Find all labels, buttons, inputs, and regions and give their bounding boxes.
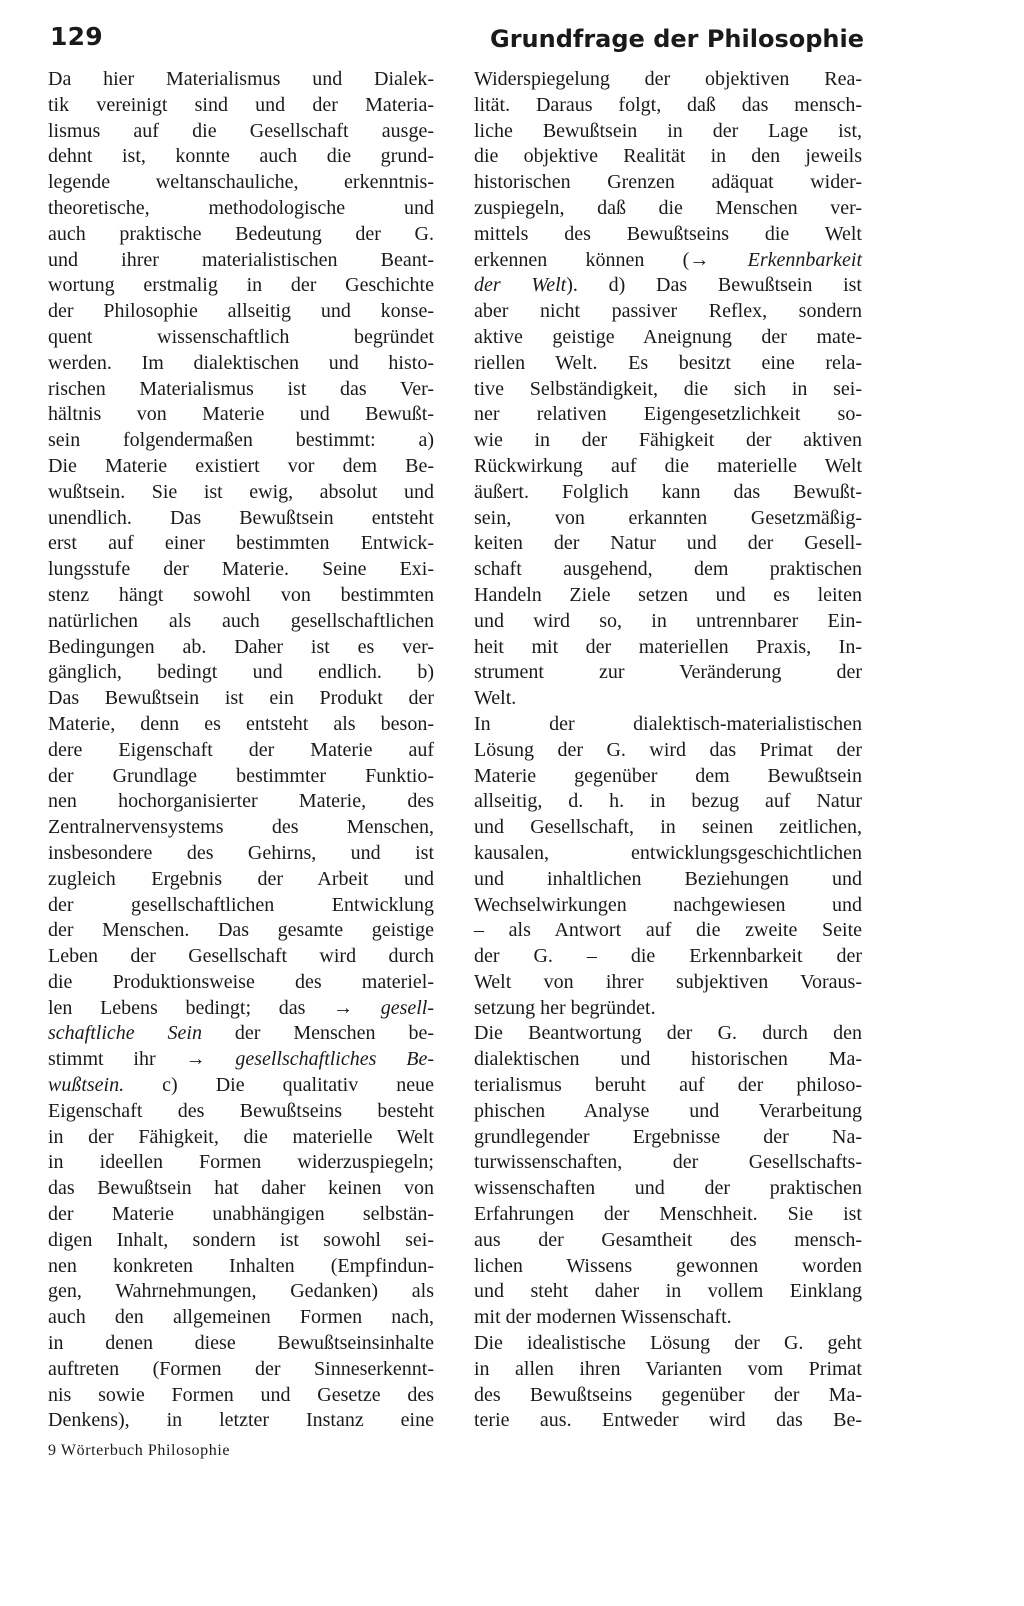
line-text: Da hier Materialismus und Dialek- — [48, 68, 434, 90]
line-text: der Philosophie allseitig und konse- — [48, 300, 434, 323]
line-text: kausalen, entwicklungsgeschichtlichen — [474, 841, 862, 864]
text-line — [474, 738, 862, 764]
cross-reference: wußtsein. — [48, 1074, 125, 1097]
text-line — [474, 1254, 862, 1280]
text-line — [474, 299, 862, 325]
text-line — [48, 609, 434, 635]
line-text: terie aus. Entweder wird das Be- — [474, 1409, 862, 1432]
line-text: Zentralnervensystems des Menschen, — [48, 816, 434, 839]
line-text: stenz hängt sowohl von bestimmten — [48, 583, 434, 606]
line-text: aber nicht passiver Reflex, sondern — [474, 300, 862, 323]
line-text: schaft ausgehend, dem praktischen — [474, 558, 862, 581]
text-line — [474, 119, 862, 145]
text-line — [474, 351, 862, 377]
text-line — [474, 893, 862, 919]
line-text: wissenschaften und der praktischen — [474, 1177, 862, 1200]
text-line — [474, 1279, 862, 1305]
text-line — [48, 970, 434, 996]
text-line — [48, 402, 434, 428]
text-line — [48, 454, 434, 480]
text-line — [48, 893, 434, 919]
text-line — [48, 738, 434, 764]
text-line — [48, 1073, 434, 1099]
text-line — [474, 1176, 862, 1202]
line-text: tik vereinigt sind und der Materia- — [48, 93, 434, 116]
text-line — [474, 1408, 862, 1434]
text-line — [48, 1279, 434, 1305]
line-text: ner relativen Eigengesetzlichkeit so- — [474, 403, 862, 426]
text-line — [48, 325, 434, 351]
line-text: der G. – die Erkennbarkeit der — [474, 945, 862, 968]
line-text: werden. Im dialektischen und histo- — [48, 351, 434, 374]
text-line — [48, 1150, 434, 1176]
line-text: ). d) Das Bewußtsein ist — [566, 274, 862, 297]
text-line — [48, 1408, 434, 1434]
line-text: aktive geistige Aneignung der mate- — [474, 325, 862, 348]
text-line — [48, 351, 434, 377]
text-line — [474, 583, 862, 609]
line-text: quent wissenschaftlich begründet — [48, 325, 434, 348]
line-text: der Menschen. Das gesamte geistige — [48, 919, 434, 942]
line-text: sein, von erkannten Gesetzmäßig- — [474, 506, 862, 529]
text-line — [474, 531, 862, 557]
line-text: – als Antwort auf die zweite Seite — [474, 919, 862, 942]
line-text: auch den allgemeinen Formen nach, — [48, 1306, 434, 1329]
text-line — [48, 789, 434, 815]
line-text: historischen Grenzen adäquat wider- — [474, 171, 862, 194]
text-line — [474, 402, 862, 428]
text-line — [474, 506, 862, 532]
text-line — [474, 93, 862, 119]
line-text: Eigenschaft des Bewußtseins besteht — [48, 1099, 434, 1122]
cross-reference: Erkennbarkeit — [747, 248, 863, 271]
line-text: c) Die qualitativ neue — [124, 1074, 434, 1097]
arrow-right-icon: → — [185, 1048, 206, 1071]
text-line — [48, 1047, 434, 1073]
line-text: Handeln Ziele setzen und es leiten — [474, 583, 862, 606]
text-line — [48, 918, 434, 944]
text-line — [474, 1150, 862, 1176]
text-line — [474, 170, 862, 196]
text-line — [48, 583, 434, 609]
line-text: Widerspiegelung der objektiven Rea- — [474, 68, 862, 90]
line-text: lichen Wissens gewonnen worden — [474, 1254, 862, 1277]
line-text: dehnt ist, konnte auch die grund- — [48, 145, 434, 168]
line-text: stimmt ihr — [48, 1048, 186, 1071]
line-text: liche Bewußtsein in der Lage ist, — [474, 119, 862, 142]
line-text: in der Fähigkeit, die materielle Welt — [48, 1125, 434, 1148]
line-text: mit der modernen Wissenschaft. — [474, 1306, 732, 1329]
line-text: phischen Analyse und Verarbeitung — [474, 1099, 862, 1122]
line-text: insbesondere des Gehirns, und ist — [48, 841, 434, 864]
line-text: Leben der Gesellschaft wird durch — [48, 945, 434, 968]
text-line — [48, 996, 434, 1022]
text-line — [48, 531, 434, 557]
text-line — [48, 428, 434, 454]
text-line — [48, 944, 434, 970]
line-text: len Lebens bedingt; das — [48, 996, 334, 1019]
line-text: der Materie unabhängigen selbstän- — [48, 1203, 434, 1226]
line-text: zuspiegeln, daß die Menschen ver- — [474, 196, 862, 219]
text-line — [48, 67, 434, 93]
text-line — [474, 454, 862, 480]
text-line — [48, 764, 434, 790]
text-line — [48, 119, 434, 145]
line-text: Denkens), in letzter Instanz eine — [48, 1409, 434, 1432]
text-line — [474, 1021, 862, 1047]
line-text: auch praktische Bedeutung der G. — [48, 222, 434, 245]
text-line — [474, 428, 862, 454]
line-text: dialektischen und historischen Ma- — [474, 1048, 862, 1071]
line-text: heit mit der materiellen Praxis, In- — [474, 635, 862, 658]
line-text: tive Selbständigkeit, die sich in sei- — [474, 377, 862, 400]
line-text: Materie gegenüber dem Bewußtsein — [474, 764, 862, 787]
line-text: der Grundlage bestimmter Funktio- — [48, 764, 434, 787]
text-line — [48, 660, 434, 686]
line-text: digen Inhalt, sondern ist sowohl sei- — [48, 1228, 434, 1251]
line-text: rischen Materialismus ist das Ver- — [48, 377, 434, 400]
line-text: aus der Gesamtheit des mensch- — [474, 1228, 862, 1251]
line-text: erkennen können ( — [474, 248, 690, 271]
text-line — [474, 1073, 862, 1099]
line-text: Welt von ihrer subjektiven Voraus- — [474, 970, 862, 993]
line-text: und wird so, in untrennbarer Ein- — [474, 609, 862, 632]
line-text: wußtsein. Sie ist ewig, absolut und — [48, 480, 434, 503]
text-line — [474, 1357, 862, 1383]
line-text: natürlichen als auch gesellschaftlichen — [48, 609, 434, 632]
text-line — [474, 222, 862, 248]
text-line — [474, 970, 862, 996]
text-line — [474, 996, 862, 1022]
line-text: nis sowie Formen und Gesetze des — [48, 1383, 434, 1406]
text-line — [48, 557, 434, 583]
text-line — [474, 144, 862, 170]
right-text-column — [474, 67, 862, 1434]
text-line — [474, 248, 862, 274]
text-line — [48, 1254, 434, 1280]
text-line — [474, 918, 862, 944]
text-line — [48, 506, 434, 532]
line-text: dere Eigenschaft der Materie auf — [48, 738, 434, 761]
line-text: Das Bewußtsein ist ein Produkt der — [48, 687, 434, 710]
text-line — [48, 1099, 434, 1125]
line-text: Materie, denn es entsteht als beson- — [48, 712, 434, 735]
left-text-column — [48, 67, 434, 1434]
text-line — [48, 299, 434, 325]
line-text: lungsstufe der Materie. Seine Exi- — [48, 558, 434, 581]
text-line — [48, 480, 434, 506]
text-line — [474, 712, 862, 738]
text-line — [48, 1357, 434, 1383]
line-text: in ideellen Formen widerzuspiegeln; — [48, 1151, 434, 1174]
line-text: in allen ihren Varianten vom Primat — [474, 1357, 862, 1380]
cross-reference: gesellschaftliches Be- — [235, 1048, 434, 1071]
line-text: grundlegender Ergebnisse der Na- — [474, 1125, 862, 1148]
page-number: 129 — [50, 22, 103, 51]
text-line — [474, 480, 862, 506]
line-text: turwissenschaften, der Gesellschafts- — [474, 1151, 862, 1174]
text-line — [48, 1305, 434, 1331]
text-line — [474, 67, 862, 93]
line-text: lität. Daraus folgt, daß das mensch- — [474, 93, 862, 116]
text-line — [48, 144, 434, 170]
line-text: Erfahrungen der Menschheit. Sie ist — [474, 1203, 862, 1226]
line-text: unendlich. Das Bewußtsein entsteht — [48, 506, 434, 529]
text-line — [474, 273, 862, 299]
text-line — [48, 1228, 434, 1254]
text-line — [474, 609, 862, 635]
line-text: zugleich Ergebnis der Arbeit und — [48, 867, 434, 890]
text-line — [474, 944, 862, 970]
text-line — [474, 1202, 862, 1228]
line-text: und Gesellschaft, in seinen zeitlichen, — [474, 816, 862, 839]
text-line — [474, 1383, 862, 1409]
cross-reference: der Welt — [474, 274, 567, 297]
text-line — [474, 635, 862, 661]
text-line — [48, 635, 434, 661]
cross-reference: schaftliche Sein — [48, 1022, 202, 1045]
text-line — [48, 1383, 434, 1409]
line-text: theoretische, methodologische und — [48, 196, 434, 219]
text-line — [474, 1099, 862, 1125]
line-text: des Bewußtseins gegenüber der Ma- — [474, 1383, 862, 1406]
text-line — [48, 815, 434, 841]
line-text: lismus auf die Gesellschaft ausge- — [48, 119, 434, 142]
text-line — [474, 557, 862, 583]
line-text: wortung erstmalig in der Geschichte — [48, 274, 434, 297]
text-line — [474, 686, 862, 712]
line-text: Die Materie existiert vor dem Be- — [48, 454, 434, 477]
cross-reference: gesell- — [380, 996, 434, 1019]
text-line — [48, 686, 434, 712]
line-text: auftreten (Formen der Sinneserkennt- — [48, 1357, 434, 1380]
text-line — [48, 1125, 434, 1151]
line-text: in denen diese Bewußtseinsinhalte — [48, 1332, 434, 1355]
text-line — [474, 867, 862, 893]
line-text: die objektive Realität in den jeweils — [474, 145, 862, 168]
text-line — [474, 1331, 862, 1357]
text-line — [48, 1176, 434, 1202]
text-line — [48, 1331, 434, 1357]
line-text: strument zur Veränderung der — [474, 661, 862, 684]
text-line — [48, 377, 434, 403]
text-line — [48, 248, 434, 274]
line-text: nen konkreten Inhalten (Empfindun- — [48, 1254, 434, 1277]
line-text: und steht daher in vollem Einklang — [474, 1280, 862, 1303]
text-line — [48, 170, 434, 196]
text-line — [48, 93, 434, 119]
text-line — [474, 196, 862, 222]
line-text: Die idealistische Lösung der G. geht — [474, 1332, 862, 1355]
line-text: riellen Welt. Es besitzt eine rela- — [474, 351, 862, 374]
line-text: wie in der Fähigkeit der aktiven — [474, 429, 862, 452]
line-text: Lösung der G. wird das Primat der — [474, 738, 862, 761]
footer-signature: 9 Wörterbuch Philosophie — [48, 1442, 231, 1459]
text-line — [48, 196, 434, 222]
text-line — [474, 841, 862, 867]
line-text: Wechselwirkungen nachgewiesen und — [474, 893, 862, 916]
line-text: Welt. — [474, 687, 517, 710]
line-text: gänglich, bedingt und endlich. b) — [48, 661, 434, 684]
line-text: In der dialektisch-materialistischen — [474, 712, 862, 735]
line-text: sein folgendermaßen bestimmt: a) — [48, 429, 434, 452]
line-text: allseitig, d. h. in bezug auf Natur — [474, 790, 862, 813]
line-text: und ihrer materialistischen Beant- — [48, 248, 434, 271]
line-text: setzung her begründet. — [474, 996, 656, 1019]
text-line — [474, 815, 862, 841]
line-text: mittels des Bewußtseins die Welt — [474, 222, 862, 245]
line-text: terialismus beruht auf der philoso- — [474, 1074, 862, 1097]
line-text: und inhaltlichen Beziehungen und — [474, 867, 862, 890]
line-text: die Produktionsweise des materiel- — [48, 970, 434, 993]
line-text: keiten der Natur und der Gesell- — [474, 532, 862, 555]
line-text: äußert. Folglich kann das Bewußt- — [474, 480, 862, 503]
line-text: gen, Wahrnehmungen, Gedanken) als — [48, 1280, 434, 1303]
line-text: Die Beantwortung der G. durch den — [474, 1022, 862, 1045]
text-line — [48, 222, 434, 248]
text-line — [474, 325, 862, 351]
text-line — [48, 273, 434, 299]
line-text: der Menschen be- — [201, 1022, 434, 1045]
text-line — [474, 764, 862, 790]
line-text: Bedingungen ab. Daher ist es ver- — [48, 635, 434, 658]
arrow-right-icon: → — [689, 248, 710, 271]
running-head: Grundfrage der Philosophie — [490, 25, 864, 53]
arrow-right-icon: → — [333, 996, 354, 1019]
text-line — [474, 377, 862, 403]
line-text: Rückwirkung auf die materielle Welt — [474, 454, 862, 477]
text-line — [474, 660, 862, 686]
text-line — [474, 1305, 862, 1331]
line-text: der gesellschaftlichen Entwicklung — [48, 893, 434, 916]
text-line — [48, 841, 434, 867]
text-line — [474, 1047, 862, 1073]
text-line — [48, 712, 434, 738]
text-line — [474, 1125, 862, 1151]
line-text: legende weltanschauliche, erkenntnis- — [48, 171, 434, 194]
text-line — [474, 789, 862, 815]
line-text: hältnis von Materie und Bewußt- — [48, 403, 434, 426]
line-text: erst auf einer bestimmten Entwick- — [48, 532, 434, 555]
text-line — [48, 1021, 434, 1047]
text-line — [474, 1228, 862, 1254]
line-text: nen hochorganisierter Materie, des — [48, 790, 434, 813]
text-line — [48, 1202, 434, 1228]
text-line — [48, 867, 434, 893]
line-text: das Bewußtsein hat daher keinen von — [48, 1177, 434, 1200]
